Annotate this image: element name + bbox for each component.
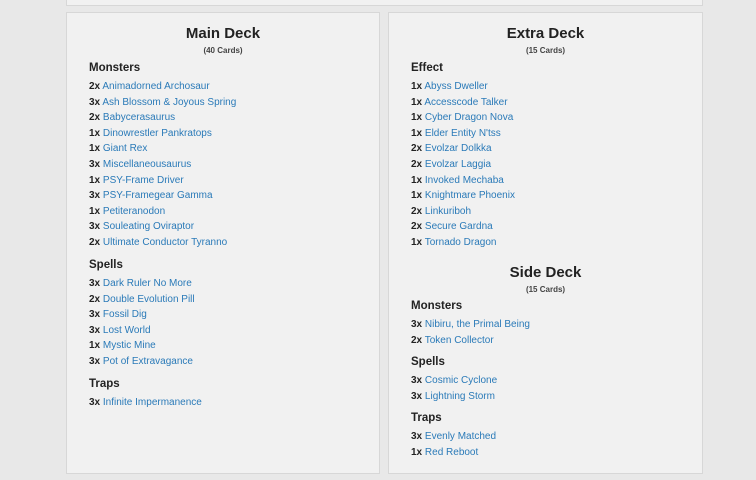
main-deck-count: (40 Cards) [203, 46, 243, 55]
card-row [89, 292, 195, 308]
card-link[interactable]: Souleating Oviraptor [102, 221, 195, 233]
card-quantity: 1x [411, 81, 423, 92]
card-quantity: 1x [89, 143, 101, 155]
card-row [411, 157, 515, 173]
card-row [89, 126, 236, 142]
card-link[interactable]: Animadorned Archosaur [102, 81, 210, 92]
card-link[interactable]: Lost World [102, 324, 151, 336]
card-row [89, 395, 202, 411]
card-link[interactable]: PSY-Framegear Gamma [102, 190, 213, 202]
card-row [89, 276, 195, 292]
card-link[interactable]: Giant Rex [102, 143, 148, 155]
card-row [411, 204, 515, 220]
card-quantity: 3x [411, 390, 423, 402]
card-row [411, 373, 497, 389]
card-quantity: 1x [89, 127, 101, 139]
card-row [89, 110, 236, 126]
card-quantity: 3x [411, 319, 423, 330]
side-traps-section [389, 411, 496, 460]
side-deck-title: Side Deck [509, 264, 582, 281]
extra-effect-list [411, 79, 515, 251]
card-link[interactable]: Evenly Matched [424, 431, 497, 442]
card-quantity: 3x [89, 324, 101, 336]
card-quantity: 3x [89, 278, 101, 289]
card-link[interactable]: Miscellaneousaurus [102, 158, 192, 170]
card-quantity: 1x [411, 190, 423, 202]
main-traps-list [89, 395, 202, 411]
card-quantity: 2x [89, 293, 101, 305]
side-spells-section [389, 355, 497, 404]
card-row [411, 141, 515, 157]
extra-deck-title: Extra Deck [506, 25, 585, 42]
card-quantity: 3x [89, 96, 101, 108]
card-quantity: 1x [411, 127, 423, 139]
card-link[interactable]: Infinite Impermanence [102, 397, 202, 408]
card-quantity: 1x [411, 112, 423, 124]
card-row [89, 188, 236, 204]
card-link[interactable]: Cyber Dragon Nova [424, 112, 514, 124]
card-link[interactable]: Elder Entity N'tss [424, 127, 501, 139]
card-quantity: 2x [411, 158, 423, 170]
card-row [89, 204, 236, 220]
section-heading-spells: Spells [411, 356, 445, 368]
card-row [411, 389, 497, 405]
card-row [411, 445, 496, 461]
card-row [89, 235, 236, 251]
card-link[interactable]: Nibiru, the Primal Being [424, 319, 530, 330]
card-link[interactable]: Ash Blossom & Joyous Spring [102, 96, 237, 108]
card-link[interactable]: Invoked Mechaba [424, 174, 504, 186]
card-quantity: 3x [89, 221, 101, 233]
card-row [89, 141, 236, 157]
card-link[interactable]: Knightmare Phoenix [424, 190, 515, 202]
card-quantity: 1x [89, 340, 101, 352]
side-traps-list [411, 429, 496, 460]
card-quantity: 3x [89, 158, 101, 170]
card-row [411, 429, 496, 445]
card-row [411, 126, 515, 142]
card-link[interactable]: Pot of Extravagance [102, 355, 193, 367]
card-link[interactable]: Ultimate Conductor Tyranno [102, 236, 228, 248]
card-row [89, 338, 195, 354]
card-row [411, 235, 515, 251]
main-monsters-section [67, 61, 236, 251]
extra-deck-count: (15 Cards) [525, 46, 566, 55]
card-link[interactable]: Tornado Dragon [424, 236, 497, 248]
section-heading-traps: Traps [411, 412, 442, 424]
card-quantity: 1x [89, 205, 101, 217]
card-row [411, 79, 515, 95]
card-quantity: 2x [411, 334, 423, 346]
card-quantity: 1x [89, 174, 101, 186]
section-heading-spells: Spells [89, 259, 123, 271]
main-monsters-list [89, 79, 236, 251]
card-row [89, 219, 236, 235]
card-row [89, 79, 236, 95]
section-heading-effect: Effect [411, 62, 443, 74]
card-link[interactable]: Abyss Dweller [424, 81, 488, 92]
section-heading-monsters: Monsters [89, 62, 141, 74]
card-row [89, 354, 195, 370]
card-quantity: 1x [411, 96, 423, 108]
card-quantity: 1x [411, 236, 423, 248]
card-link[interactable]: Fossil Dig [102, 309, 147, 321]
card-link[interactable]: PSY-Frame Driver [102, 174, 184, 186]
section-heading-monsters: Monsters [411, 300, 463, 312]
card-quantity: 3x [89, 309, 101, 321]
main-deck-panel [66, 12, 380, 474]
card-link[interactable]: Token Collector [424, 334, 494, 346]
card-link[interactable]: Mystic Mine [102, 340, 156, 352]
card-link[interactable]: Lightning Storm [424, 390, 495, 402]
side-spells-list [411, 373, 497, 404]
card-quantity: 3x [89, 355, 101, 367]
card-link[interactable]: Accesscode Talker [424, 96, 508, 108]
card-quantity: 2x [89, 236, 101, 248]
card-row [89, 157, 236, 173]
card-quantity: 2x [89, 112, 101, 124]
main-deck-title: Main Deck [185, 25, 261, 42]
card-link[interactable]: Babycerasaurus [102, 112, 176, 124]
main-traps-section [67, 377, 202, 411]
card-quantity: 3x [89, 190, 101, 202]
card-row [89, 95, 236, 111]
card-link[interactable]: Evolzar Dolkka [424, 143, 492, 155]
card-row [89, 323, 195, 339]
side-monsters-section [389, 299, 530, 348]
card-link[interactable]: Dinowrestler Pankratops [102, 127, 212, 139]
card-row [411, 317, 530, 333]
card-quantity: 2x [411, 221, 423, 233]
main-spells-list [89, 276, 195, 370]
previous-panel-edge [66, 0, 703, 6]
card-row [89, 307, 195, 323]
card-link[interactable]: Linkuriboh [424, 205, 472, 217]
card-link[interactable]: Dark Ruler No More [102, 278, 192, 289]
card-row [89, 173, 236, 189]
card-row [411, 95, 515, 111]
card-link[interactable]: Double Evolution Pill [102, 293, 195, 305]
card-quantity: 1x [411, 446, 423, 458]
card-link[interactable]: Evolzar Laggia [424, 158, 492, 170]
card-quantity: 2x [89, 81, 101, 92]
card-row [411, 219, 515, 235]
card-quantity: 2x [411, 205, 423, 217]
main-spells-section [67, 258, 195, 370]
card-quantity: 3x [411, 375, 423, 386]
card-link[interactable]: Petiteranodon [102, 205, 166, 217]
card-quantity: 3x [89, 397, 101, 408]
side-monsters-list [411, 317, 530, 348]
card-row [411, 188, 515, 204]
extra-effect-section [389, 61, 515, 251]
card-quantity: 3x [411, 431, 423, 442]
card-row [411, 110, 515, 126]
card-row [411, 333, 530, 349]
card-quantity: 2x [411, 143, 423, 155]
card-row [411, 173, 515, 189]
card-link[interactable]: Secure Gardna [424, 221, 493, 233]
card-link[interactable]: Red Reboot [424, 446, 479, 458]
extra-side-deck-panel [388, 12, 703, 474]
side-deck-count: (15 Cards) [525, 285, 566, 294]
card-quantity: 1x [411, 174, 423, 186]
section-heading-traps: Traps [89, 378, 120, 390]
card-link[interactable]: Cosmic Cyclone [424, 375, 498, 386]
